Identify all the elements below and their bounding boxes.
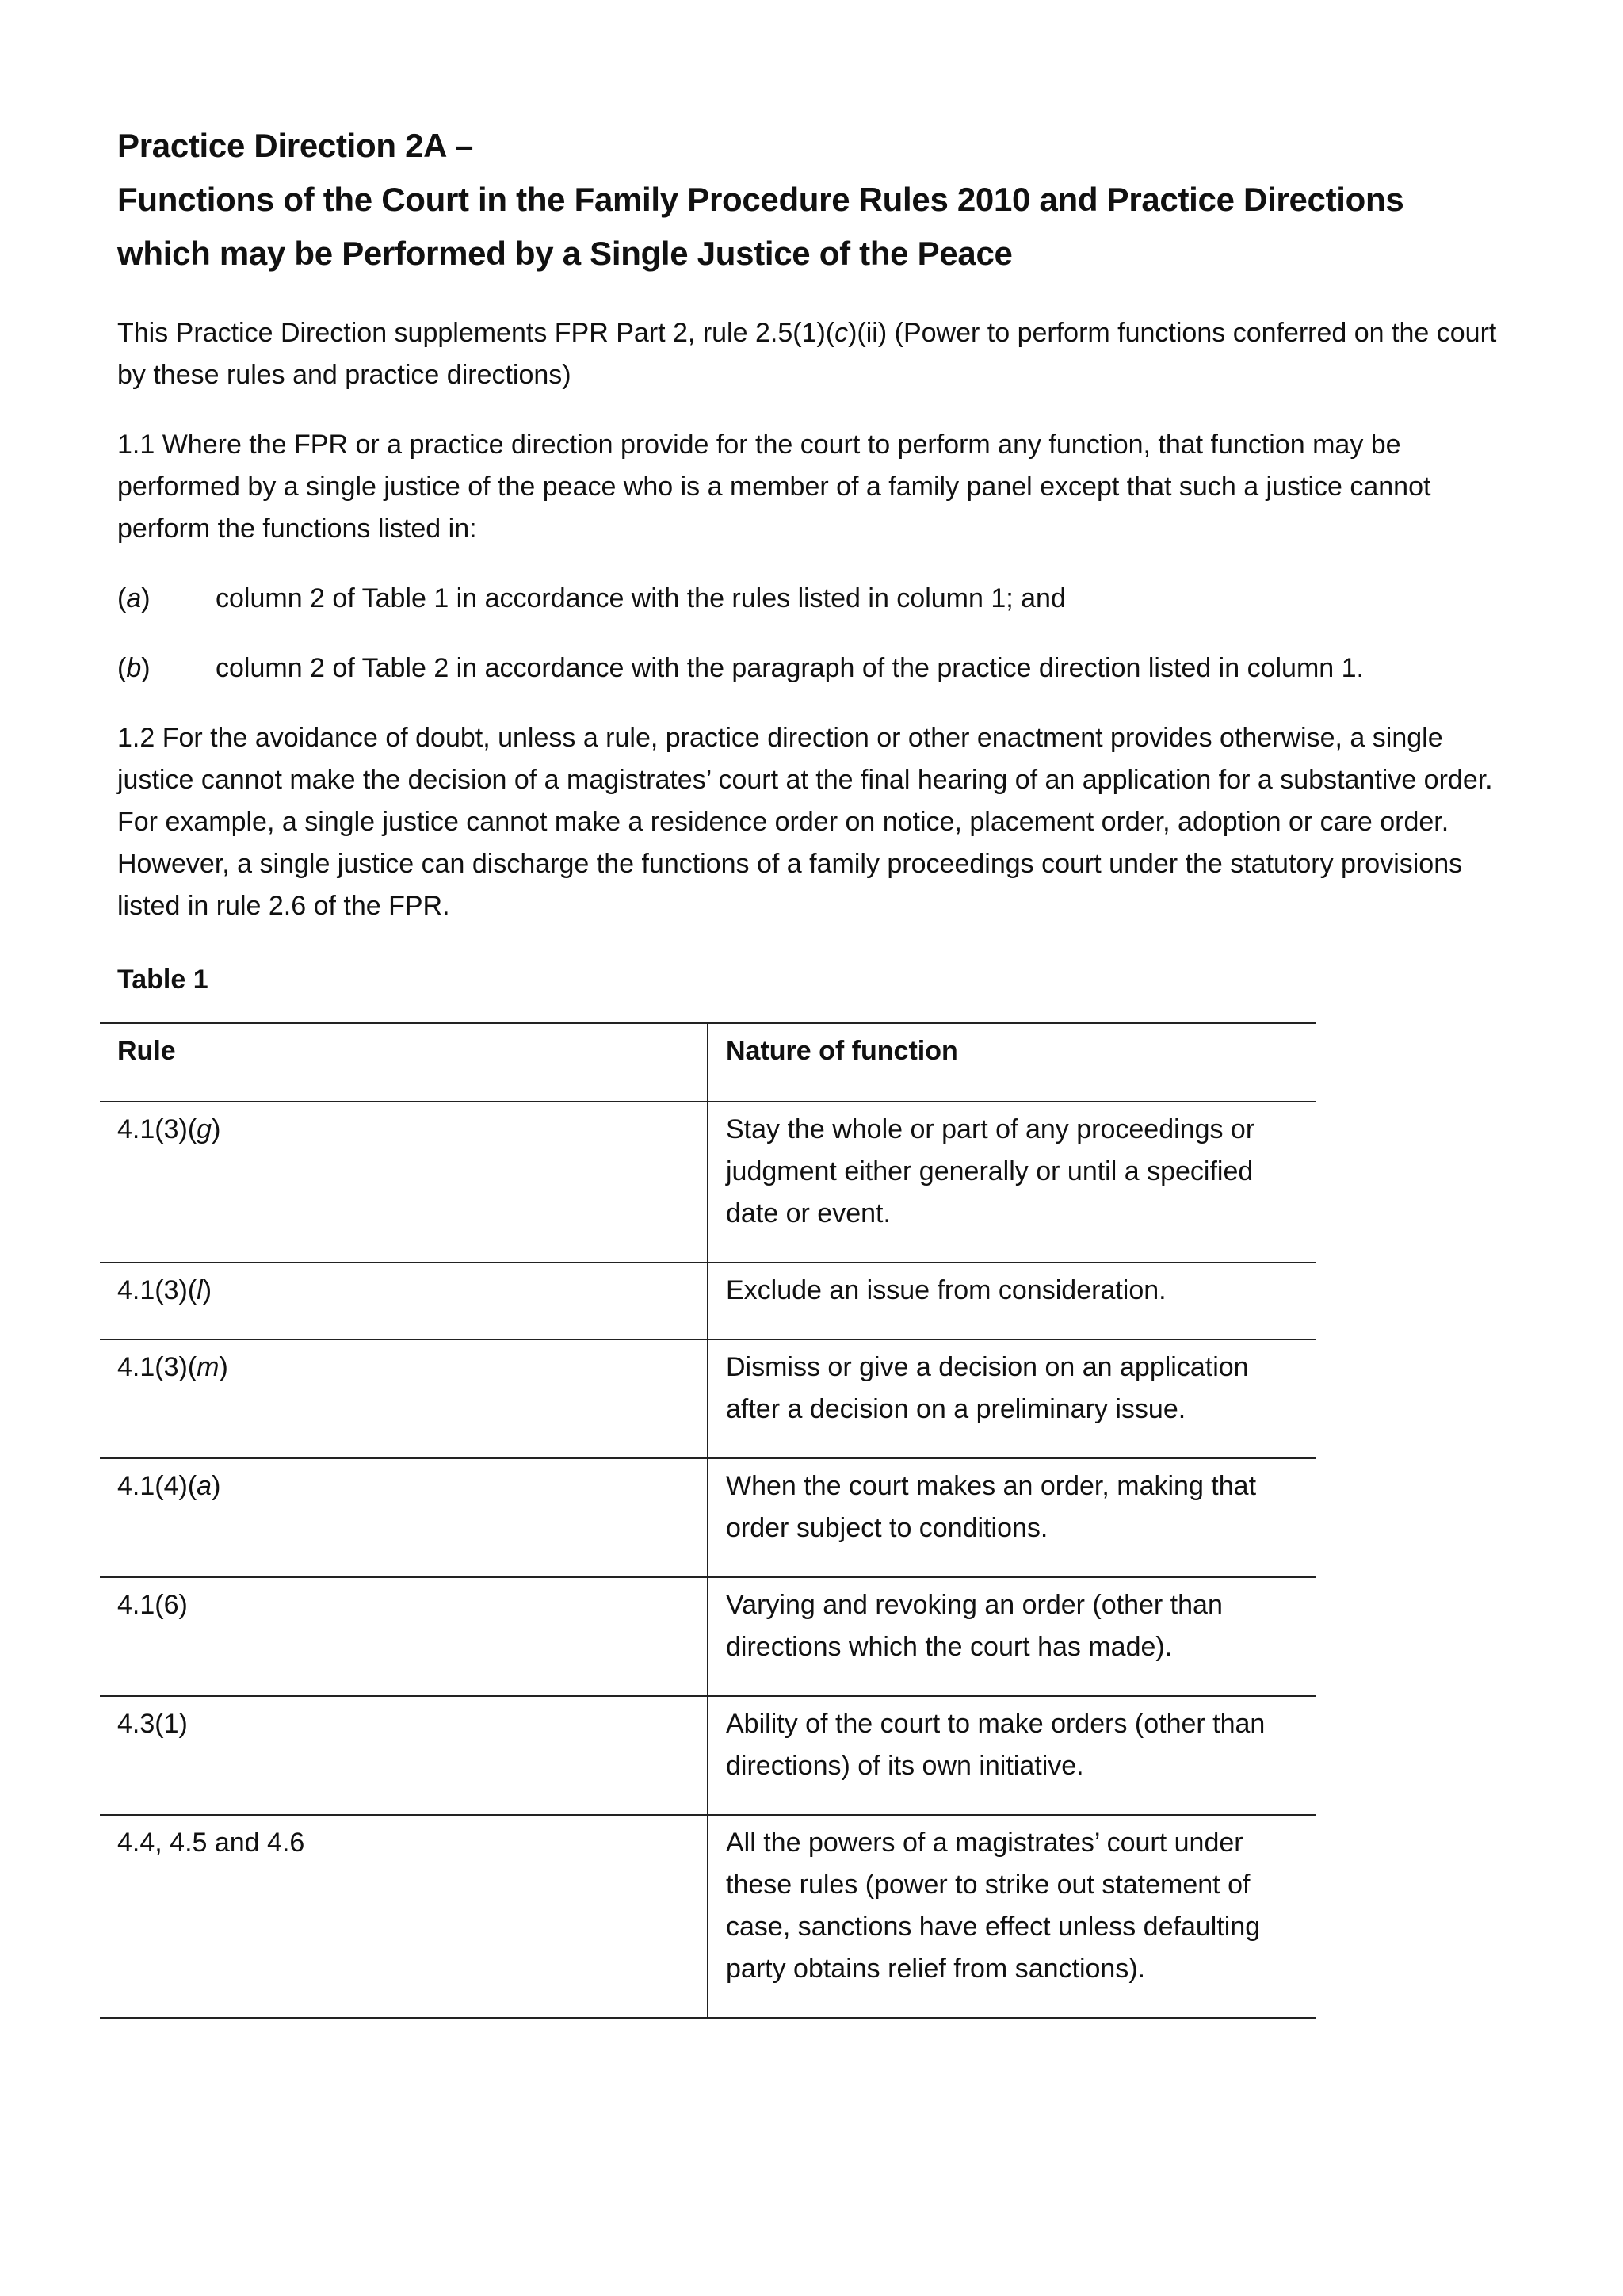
table-row: [100, 1339, 1316, 1458]
table-caption: Table 1: [117, 965, 208, 995]
supplement-italic: c: [834, 318, 849, 348]
document-body: [117, 119, 1504, 1001]
table-row: [100, 1696, 1316, 1815]
title-line-1: Practice Direction 2A –: [117, 127, 474, 164]
function-cell: Stay the whole or part of any proceedings or judgment either generally or until a specified date or event.: [708, 1102, 1316, 1263]
list-text-b: column 2 of Table 2 in accordance with the paragraph of the practice direction listed in column 1.: [216, 653, 1364, 683]
rule-cell: 4.1(6): [100, 1577, 708, 1696]
paragraph-1-2: 1.2 For the avoidance of doubt, unless a rule, practice direction or other enactment provides otherwise, a single justice cannot make the decision of a magistrates’ court at the final hearing of an application for a substantive order. For example, a single justice cannot make a residence order on notice, placement order, adoption or care order. However, a single justice can discharge the functions of a family proceedings court under the statutory provisions listed in rule 2.6 of the FPR.: [117, 723, 1493, 921]
function-cell: Ability of the court to make orders (other than directions) of its own initiative.: [708, 1696, 1316, 1815]
table-row: [100, 1102, 1316, 1263]
table-row: [100, 1577, 1316, 1696]
rule-cell: 4.1(3)(l): [100, 1263, 708, 1339]
header-nature-of-function: Nature of function: [708, 1023, 1316, 1102]
rule-cell: 4.3(1): [100, 1696, 708, 1815]
document-title: [117, 119, 1504, 281]
list-label-b: (b): [117, 653, 151, 683]
table-row: [100, 1263, 1316, 1339]
rule-cell: 4.4, 4.5 and 4.6: [100, 1815, 708, 2018]
table-row: [100, 1815, 1316, 2018]
paragraph-1-1: 1.1 Where the FPR or a practice direction provide for the court to perform any function, that function may be performed by a single justice of the peace who is a member of a family panel except that such a justice cannot perform the functions listed in:: [117, 430, 1431, 544]
supplement-statement: [117, 312, 1504, 396]
rule-cell: 4.1(3)(m): [100, 1339, 708, 1458]
header-rule: Rule: [100, 1023, 708, 1102]
functions-table: [100, 1022, 1316, 2019]
supplement-text-after: )(ii) (Power to perform functions conferred on the court by these rules and practice directions): [117, 318, 1497, 390]
function-cell: Exclude an issue from consideration.: [708, 1263, 1316, 1339]
rule-cell: 4.1(4)(a): [100, 1458, 708, 1577]
title-line-2: Functions of the Court in the Family Procedure Rules 2010 and Practice Directions: [117, 181, 1404, 218]
table-header-row: [100, 1023, 1316, 1102]
list-label-a: (a): [117, 583, 151, 613]
function-cell: All the powers of a magistrates’ court under these rules (power to strike out statement of case, sanctions have effect unless defaulting party obtains relief from sanctions).: [708, 1815, 1316, 2018]
list-text-a: column 2 of Table 1 in accordance with the rules listed in column 1; and: [216, 583, 1066, 613]
function-cell: Varying and revoking an order (other than directions which the court has made).: [708, 1577, 1316, 1696]
table-row: [100, 1458, 1316, 1577]
title-line-3: which may be Performed by a Single Justice of the Peace: [117, 235, 1013, 272]
list-item-b: [117, 648, 1504, 690]
supplement-text-before: This Practice Direction supplements FPR Part 2, rule 2.5(1)(: [117, 318, 835, 348]
list-item-a: [117, 578, 1504, 620]
function-cell: When the court makes an order, making that order subject to conditions.: [708, 1458, 1316, 1577]
function-cell: Dismiss or give a decision on an application after a decision on a preliminary issue.: [708, 1339, 1316, 1458]
rule-cell: 4.1(3)(g): [100, 1102, 708, 1263]
